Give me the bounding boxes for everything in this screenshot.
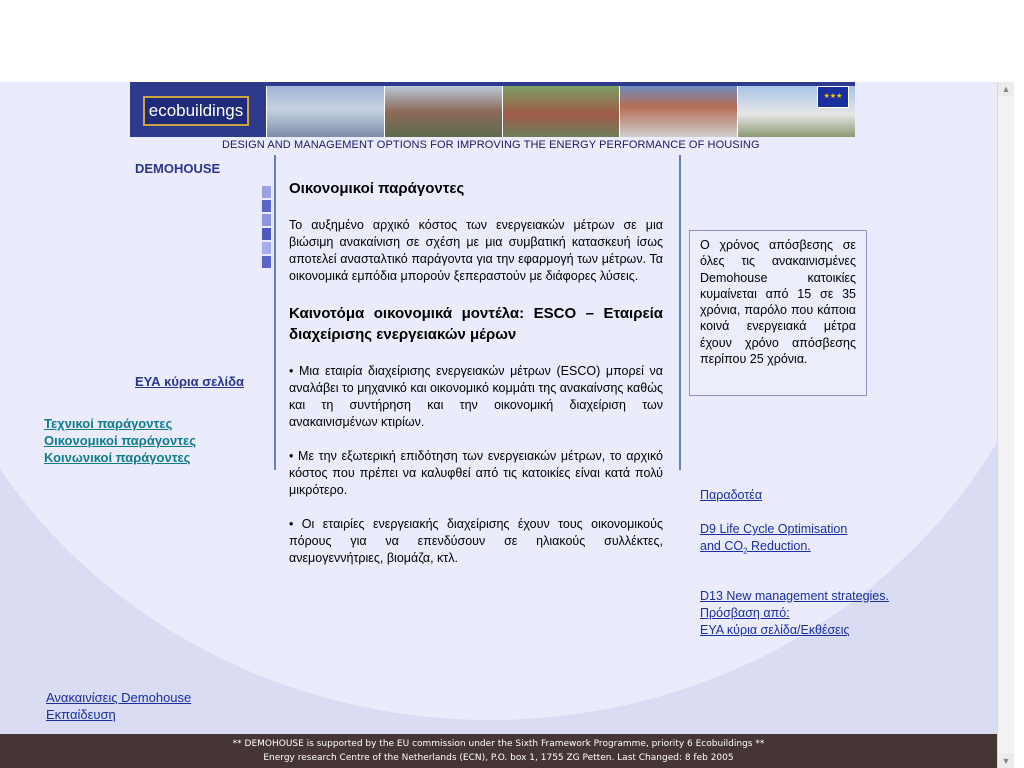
intro-paragraph: Το αυξημένο αρχικό κόστος των ενεργειακών μέτρων σε μια βιώσιμη ανακαίνιση σε σχέση με μια συμβατική κατασκευή ίσως αποτελεί ανασταλτικό παράγοντα για την εφαρμογή των μέτρων. Τα οικονομικά εμπόδια μπορούν ξεπεραστούν με διάφορες λύσεις. <box>289 218 663 283</box>
link-training[interactable]: Εκπαίδευση <box>46 707 116 722</box>
footer-line: ** DEMOHOUSE is supported by the EU commission under the Sixth Framework Programme, priority 6 Ecobuildings ** <box>232 739 765 749</box>
scroll-up-icon[interactable]: ▲ <box>998 82 1014 96</box>
footer-line: Energy research Centre of the Netherlands (ECN), P.O. box 1, 1755 ZG Petten. Last Changed: 8 feb 2005 <box>263 753 734 763</box>
eu-flag-icon: ★★★ <box>817 86 849 108</box>
ecobuildings-logo[interactable]: ecobuildings <box>143 96 249 126</box>
bullet-paragraph: • Με την εξωτερική επιδότηση των ενεργειακών μέτρων, το αρχικό κόστος που πρέπει να καλυφθεί από τις κατοικίες είναι κατά πολύ μικρότερο. <box>289 449 663 497</box>
footer <box>0 734 997 768</box>
home-link[interactable]: ΕΥΑ κύρια σελίδα <box>135 374 245 389</box>
link-social-factors[interactable]: Κοινωνικοί παράγοντες <box>44 450 191 465</box>
payback-info-box: Ο χρόνος απόσβεσης σε όλες τις ανακαινισμένες Demohouse κατοικίες κυμαίνεται από 15 σε 35 χρόνια, παρόλο που κάποια κοινά ενεργειακά μέτρα έχουν χρόνο απόσβεσης περίπου 25 χρόνια. <box>689 230 867 396</box>
access-from-link[interactable]: Πρόσβαση από: <box>700 605 790 620</box>
deliverables-link[interactable]: Παραδοτέα <box>700 488 763 502</box>
building-photo <box>619 86 737 137</box>
page-title: Οικονομικοί παράγοντες <box>289 180 465 197</box>
link-demohouse-renovations[interactable]: Ανακαινίσεις Demohouse <box>46 690 192 705</box>
reports-link[interactable]: ΕΥΑ κύρια σελίδα/Εκθέσεις <box>700 622 850 637</box>
vertical-scrollbar[interactable] <box>997 82 1014 768</box>
bullet-paragraph: • Μια εταιρία διαχείρισης ενεργειακών μέτρων (ESCO) μπορεί να αναλάβει το μηχανικό και οικονομικό κομμάτι της ανακαίνσης καθώς και τη συντήρηση και την οικονομική διαχείριση των ανακαινισμένων κτιρίων. <box>289 364 663 429</box>
building-photo <box>502 86 620 137</box>
link-technical-factors[interactable]: Τεχνικοί παράγοντες <box>44 416 173 431</box>
divider-right <box>679 155 681 470</box>
section-subtitle: Καινοτόμα οικονομικά μοντέλα: ESCO – Εταιρεία διαχείρισης ενεργειακών μέρων <box>289 305 663 343</box>
d13-report-link[interactable]: D13 New management strategies. <box>700 588 889 603</box>
bottom-links <box>46 689 191 723</box>
decorative-blocks <box>262 186 271 270</box>
header-photo-strip <box>266 86 855 137</box>
link-economic-factors[interactable]: Οικονομικοί παράγοντες <box>44 433 196 448</box>
divider-left <box>274 155 276 470</box>
factor-links <box>44 415 196 466</box>
bullet-paragraph: • Οι εταιρίες ενεργειακής διαχείρισης έχουν τους οικονομικούς πόρους για να επενδύσουν σε ηλιακούς συλλέκτες, ανεμογεννήτριες, βιομάζα, κτλ. <box>289 517 663 565</box>
building-photo <box>384 86 502 137</box>
section-title: DEMOHOUSE <box>135 161 221 176</box>
top-whitespace <box>0 0 997 82</box>
site-tagline: DESIGN AND MANAGEMENT OPTIONS FOR IMPROVING THE ENERGY PERFORMANCE OF HOUSING <box>222 139 760 151</box>
scroll-down-icon[interactable]: ▼ <box>998 754 1014 768</box>
main-content <box>289 180 663 584</box>
d9-report-link[interactable]: D9 Life Cycle Optimisation and $CO_2$ Reduction. <box>700 522 848 556</box>
building-photo <box>266 86 384 137</box>
deliverables-links <box>700 487 889 639</box>
